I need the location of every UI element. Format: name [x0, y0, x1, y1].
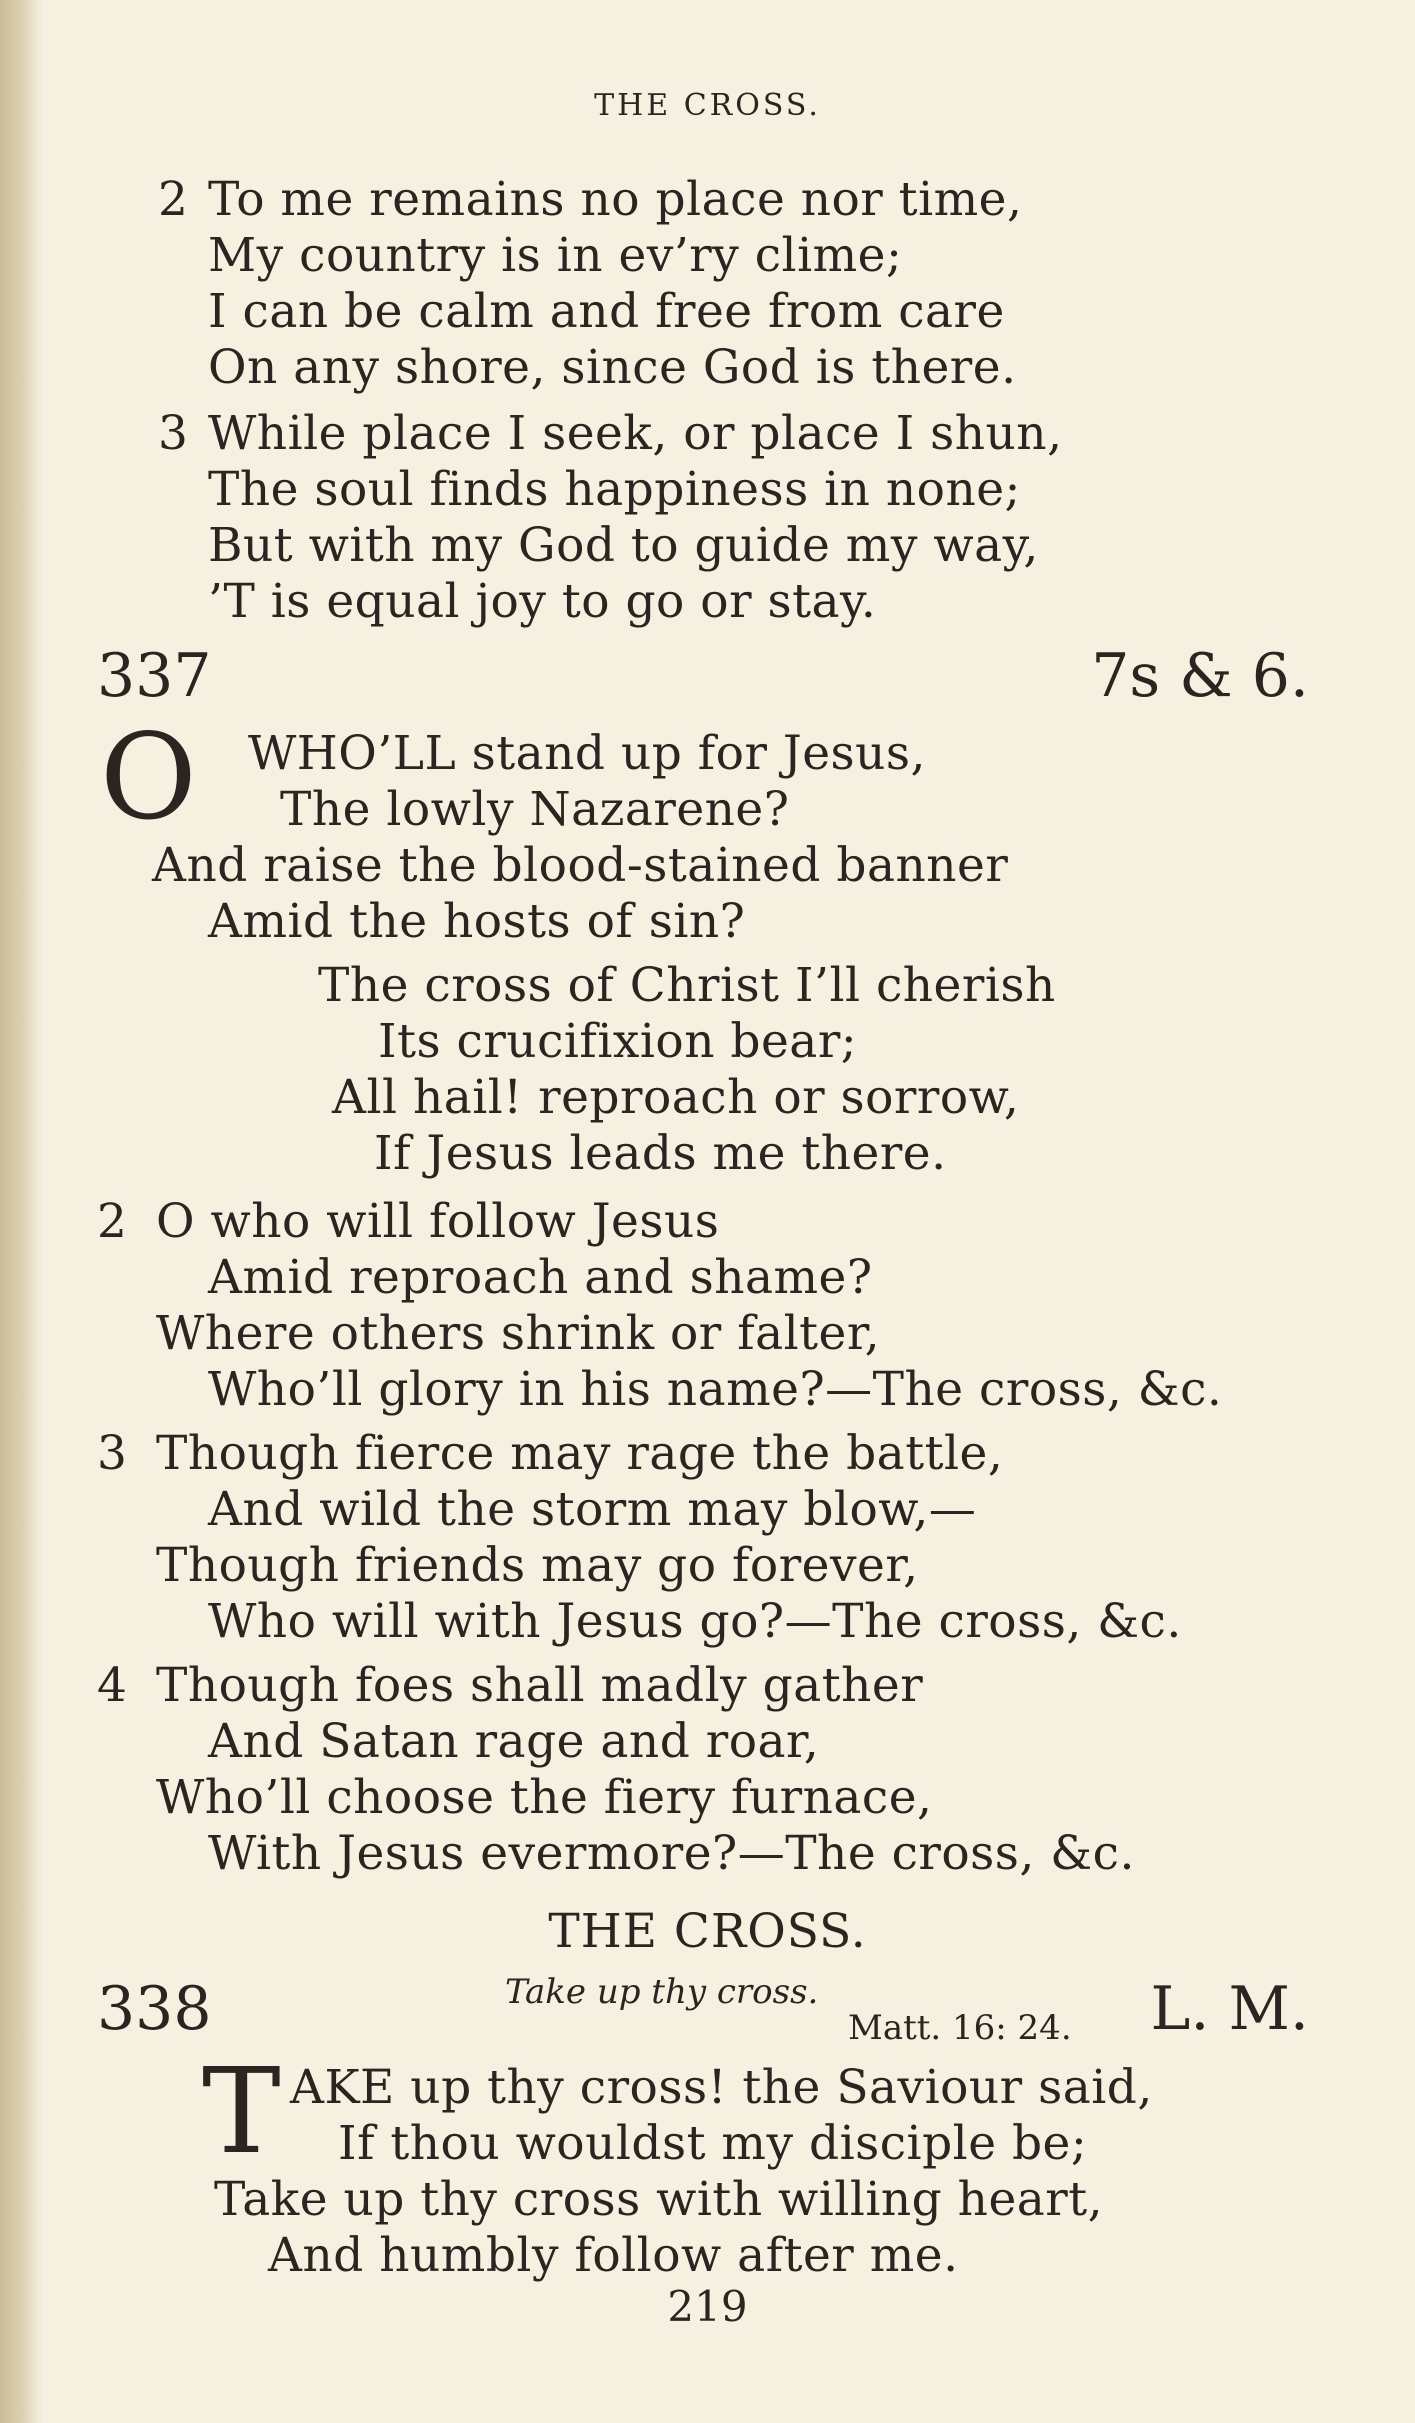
verse-number: 2 — [97, 1194, 127, 1249]
verse-line: And humbly follow after me. — [268, 2228, 959, 2283]
verse-line: The soul finds happiness in none; — [208, 462, 1021, 517]
page-edge-shadow — [0, 0, 42, 2423]
verse-line: But with my God to guide my way, — [208, 518, 1039, 573]
drop-cap: O — [100, 708, 197, 846]
verse-line: Who’ll choose the fiery furnace, — [156, 1770, 933, 1825]
verse-number: 4 — [97, 1658, 127, 1713]
verse-line: Though friends may go forever, — [156, 1538, 919, 1593]
verse-line: And Satan rage and roar, — [208, 1714, 820, 1769]
verse-line: And raise the blood-stained banner — [152, 838, 1009, 893]
verse-line: WHO’LL stand up for Jesus, — [248, 726, 926, 781]
verse-number: 3 — [97, 1426, 127, 1481]
verse-line: Who will with Jesus go?—The cross, &c. — [208, 1594, 1182, 1649]
hymn-number: 338 — [97, 1974, 212, 2044]
drop-cap: T — [202, 2042, 281, 2180]
running-head: THE CROSS. — [594, 88, 821, 123]
chorus-line: If Jesus leads me there. — [374, 1126, 947, 1181]
verse-line: Though fierce may rage the battle, — [156, 1426, 1004, 1481]
chorus-line: Its crucifixion bear; — [378, 1014, 858, 1069]
verse-line: On any shore, since God is there. — [208, 340, 1017, 395]
chorus-line: All hail! reproach or sorrow, — [332, 1070, 1020, 1125]
verse-line: With Jesus evermore?—The cross, &c. — [208, 1826, 1135, 1881]
verse-line: Amid reproach and shame? — [208, 1250, 873, 1305]
verse-line: Though foes shall madly gather — [156, 1658, 924, 1713]
verse-line: Where others shrink or falter, — [156, 1306, 881, 1361]
verse-number: 2 — [158, 172, 188, 227]
verse-line: Amid the hosts of sin? — [208, 894, 746, 949]
chorus-line: The cross of Christ I’ll cherish — [318, 958, 1056, 1013]
scripture-reference: Matt. 16: 24. — [848, 2008, 1072, 2048]
hymn-meter: L. M. — [1150, 1974, 1309, 2044]
hymn-number: 337 — [97, 641, 212, 711]
verse-line: O who will follow Jesus — [156, 1194, 720, 1249]
verse-line: If thou wouldst my disciple be; — [338, 2116, 1088, 2171]
verse-line: I can be calm and free from care — [208, 284, 1005, 339]
hymn-meter: 7s & 6. — [1091, 641, 1309, 711]
verse-line: Take up thy cross with willing heart, — [214, 2172, 1104, 2227]
verse-line: The lowly Nazarene? — [280, 782, 790, 837]
verse-line: While place I seek, or place I shun, — [208, 406, 1063, 461]
section-title: THE CROSS. — [548, 1904, 867, 1959]
verse-line: To me remains no place nor time, — [208, 172, 1023, 227]
verse-line: AKE up thy cross! the Saviour said, — [290, 2060, 1153, 2115]
verse-line: And wild the storm may blow,— — [208, 1482, 977, 1537]
verse-number: 3 — [158, 406, 188, 461]
verse-line: Who’ll glory in his name?—The cross, &c. — [208, 1362, 1223, 1417]
hymn-subtitle: Take up thy cross. — [505, 1972, 819, 2012]
verse-line: ’T is equal joy to go or stay. — [208, 574, 877, 629]
verse-line: My country is in ev’ry clime; — [208, 228, 903, 283]
page-number: 219 — [667, 2282, 748, 2331]
